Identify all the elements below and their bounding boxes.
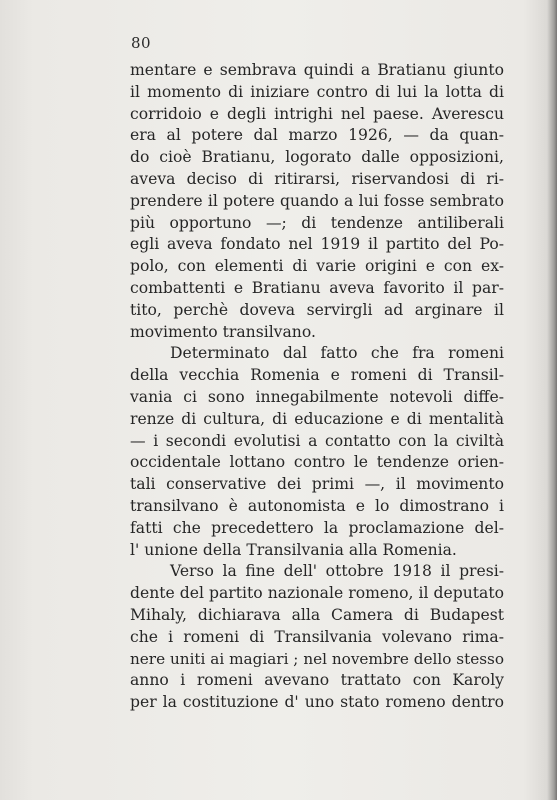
text-line: egli aveva fondato nel 1919 il partito del Po- <box>130 235 504 254</box>
body-text <box>130 60 504 714</box>
text-line: più opportuno —; di tendenze antiliberali <box>130 213 504 232</box>
text-line: il momento di iniziare contro di lui la lotta di <box>130 82 504 101</box>
text-line: Mihaly, dichiarava alla Camera di Budapest <box>130 605 504 624</box>
text-line: Determinato dal fatto che fra romeni <box>170 344 504 363</box>
text-line: tali conservative dei primi —, il movimento <box>130 475 504 494</box>
text-line: fatti che precedettero la proclamazione del- <box>130 518 504 537</box>
text-line: Verso la fine dell' ottobre 1918 il presi- <box>170 562 504 581</box>
text-line: occidentale lottano contro le tendenze orien- <box>130 453 504 472</box>
text-line: tito, perchè doveva servirgli ad arginare il <box>130 300 504 319</box>
page-edge-shadow <box>547 0 557 800</box>
text-line: anno i romeni avevano trattato con Karoly <box>130 671 504 690</box>
text-line: — i secondi evolutisi a contatto con la civiltà <box>130 431 504 450</box>
text-line: polo, con elementi di varie origini e con ex- <box>130 257 504 276</box>
text-line: prendere il potere quando a lui fosse sembrato <box>130 191 504 210</box>
text-line: dente del partito nazionale romeno, il deputato <box>130 584 504 603</box>
text-line: che i romeni di Transilvania volevano rima- <box>130 627 504 646</box>
text-line: era al potere dal marzo 1926, — da quan- <box>130 126 504 145</box>
text-line: aveva deciso di ritirarsi, riservandosi di ri- <box>130 169 504 188</box>
text-line: do cioè Bratianu, logorato dalle opposizioni, <box>130 148 504 167</box>
text-line: per la costituzione d' uno stato romeno dentro <box>130 693 504 712</box>
text-line: vania ci sono innegabilmente notevoli diffe- <box>130 387 504 406</box>
text-line: renze di cultura, di educazione e di mentalità <box>130 409 504 428</box>
text-line: movimento transilvano. <box>130 322 316 341</box>
text-line: della vecchia Romenia e romeni di Transil- <box>130 366 504 385</box>
page-number: 80 <box>131 34 152 52</box>
text-line: mentare e sembrava quindi a Bratianu giunto <box>130 61 504 79</box>
text-line: combattenti e Bratianu aveva favorito il par- <box>130 278 504 297</box>
text-line: transilvano è autonomista e lo dimostrano i <box>130 496 504 515</box>
text-line: corridoio e degli intrighi nel paese. Averescu <box>130 104 504 123</box>
text-line: nere uniti ai magiari ; nel novembre dello stesso <box>130 649 504 668</box>
text-line: l' unione della Transilvania alla Romenia. <box>130 540 457 559</box>
